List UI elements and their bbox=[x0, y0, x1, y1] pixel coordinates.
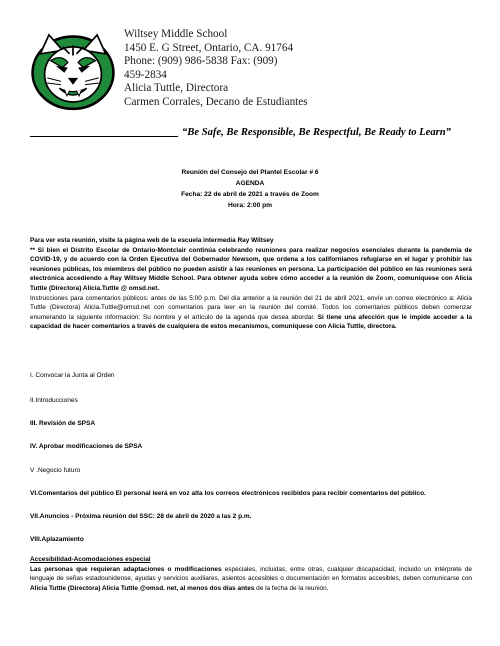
header-divider bbox=[30, 136, 178, 137]
school-header bbox=[124, 28, 484, 110]
agenda-item: IV. Aprobar modificaciones de SPSA bbox=[30, 443, 143, 450]
principal-name: Alicia Tuttle, Directora bbox=[124, 82, 229, 95]
covid-notice: ** Si bien el Distrito Escolar de Ontario-Montclair continúa celebrando reuniones para realizar negocios esenciales durante la pandemia de COVID-19, y de acuerdo con la Orden Ejecutiva del Gobernador Newsom, que ordena a los californianos refugiarse en el lugar y prohibir las reuniones públicas, los miembros del público no pueden asistir a las reuniones en persona. La participación del público en las reuniones será electrónica accediendo a Ray Wiltsey Middle School. Para obtener ayuda sobre cómo acceder a la reunión de Zoom, comuníquese con Alicia Tuttle (Directora) Alicia.Tuttle @ omsd.net. bbox=[30, 246, 472, 292]
visit-line: Para ver esta reunión, visite la página web de la escuela intermedia Ray Wiltsey bbox=[30, 237, 274, 244]
school-name: Wiltsey Middle School bbox=[124, 28, 228, 40]
meeting-date: Fecha: 22 de abril de 2021 a través de Zoom bbox=[181, 191, 319, 198]
accessibility-heading: Accesibilidad-Acomodaciones especial bbox=[30, 556, 151, 563]
meeting-header bbox=[0, 167, 500, 211]
comment-instructions bbox=[30, 294, 472, 332]
intro-section bbox=[30, 236, 472, 332]
accessibility-section bbox=[30, 555, 472, 593]
fax-continued: 459-2834 bbox=[124, 68, 167, 81]
accessibility-tail: de la fecha de la reunión. bbox=[254, 584, 329, 592]
instructions-text: Instrucciones para comentarios públicos: antes de las 5:00 p.m. Del día anterior a la reunión del 21 de abril 2021, envíe un correo electrónico a: Alicia Tuttle (Directora) Alicia.Tuttle@omsd.net con comentarios para leer en la reunión del comité. Todos los comentarios públicos deben comenzar enumerando la siguiente información: Su nombre y el artículo de la agenda que desea abordar. bbox=[30, 294, 472, 321]
agenda-item: VI.Comentarios del público El personal leerá en voz alta los correos electrónicos recibidos para recibir comentarios del público. bbox=[30, 490, 426, 497]
accessibility-contact: Alicia Tuttle (Directora) Alicia Tuttle @omsd. net, al menos dos días antes bbox=[30, 584, 255, 592]
agenda-item: V .Negocio futuro bbox=[30, 467, 81, 474]
dean-name: Carmen Corrales, Decano de Estudiantes bbox=[124, 95, 308, 108]
agenda-heading: AGENDA bbox=[235, 180, 265, 187]
agenda-item: II.Introducciones bbox=[30, 397, 78, 404]
accessibility-body: especiales, incluidas, entre otras, cualquier discapacidad, incluido un intérprete de lenguaje de señas estadounidense, ayudas y servicios auxiliares, asientos accesibles o documentación en formatos accesibles, deben comunicarse con bbox=[30, 565, 472, 583]
school-motto: “Be Safe, Be Responsible, Be Respectful, Be Ready to Learn” bbox=[182, 127, 451, 138]
meeting-title: Reunión del Consejo del Plantel Escolar # 6 bbox=[181, 169, 319, 176]
agenda-item: III. Revisión de SPSA bbox=[30, 420, 96, 427]
disability-notice: Si tiene una afección que le impide acceder a la capacidad de hacer comentarios a través de cualquiera de estos mecanismos, comuníquese con Alicia Tuttle, directora. bbox=[30, 313, 472, 331]
phone-fax: Phone: (909) 986-5838 Fax: (909) bbox=[124, 55, 278, 68]
accessibility-text bbox=[30, 565, 472, 594]
wildcat-logo bbox=[30, 28, 116, 114]
agenda-item: VII.Anuncios - Próxima reunión del SSC: 28 de abril de 2020 a las 2 p.m. bbox=[30, 513, 252, 520]
accessibility-lead: Las personas que requieran adaptaciones o modificaciones bbox=[30, 565, 222, 573]
agenda-item: VIII.Aplazamiento bbox=[30, 536, 84, 543]
school-address: 1450 E. G Street, Ontario, CA. 91764 bbox=[124, 41, 294, 54]
meeting-time: Hora: 2:00 pm bbox=[228, 202, 272, 209]
agenda-item: I. Convocar la Junta al Orden bbox=[30, 372, 115, 379]
